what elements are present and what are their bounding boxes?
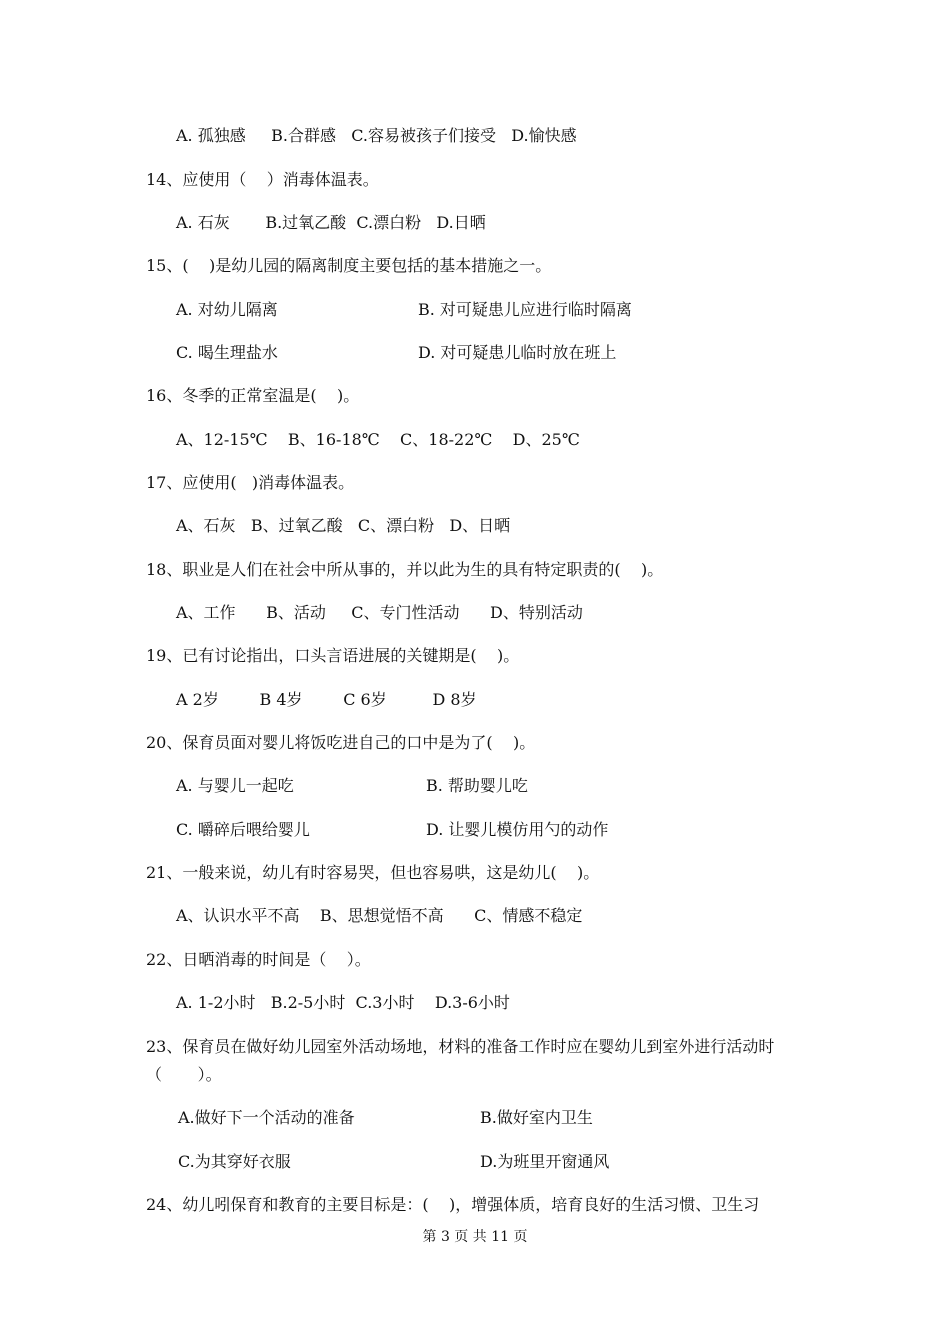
question-16-stem: 16、冬季的正常室温是( )。 [146, 386, 360, 405]
question-15-option-b: B. 对可疑患儿应进行临时隔离 [418, 300, 632, 319]
question-20-option-c: C. 嚼碎后喂给婴儿 [176, 820, 310, 839]
question-23-option-a: A.做好下一个活动的准备 [178, 1108, 355, 1127]
question-22-stem: 22、日晒消毒的时间是（ ）。 [146, 950, 371, 969]
question-20-option-b: B. 帮助婴儿吃 [426, 776, 528, 795]
question-21-options: A、认识水平不高 B、思想觉悟不高 C、情感不稳定 [176, 906, 583, 925]
question-20-stem: 20、保育员面对婴儿将饭吃进自己的口中是为了( )。 [146, 733, 536, 752]
question-18-stem: 18、职业是人们在社会中所从事的，并以此为生的具有特定职责的( )。 [146, 560, 664, 579]
question-20-option-a: A. 与婴儿一起吃 [176, 776, 294, 795]
question-16-options: A、12-15℃ B、16-18℃ C、18-22℃ D、25℃ [176, 430, 580, 449]
question-22-options: A. 1-2小时 B.2-5小时 C.3小时 D.3-6小时 [176, 993, 510, 1012]
question-21-stem: 21、一般来说，幼儿有时容易哭，但也容易哄，这是幼儿( )。 [146, 863, 600, 882]
question-15-option-d: D. 对可疑患儿临时放在班上 [418, 343, 617, 362]
question-24-stem: 24、幼儿吲保育和教育的主要目标是：( )，增强体质，培育良好的生活习惯、卫生习 [146, 1195, 760, 1214]
question-20-option-d: D. 让婴儿模仿用勺的动作 [426, 820, 609, 839]
question-23-stem: 23、保育员在做好幼儿园室外活动场地，材料的准备工作时应在婴幼儿到室外进行活动时 [146, 1037, 775, 1056]
question-23-option-d: D.为班里开窗通风 [480, 1152, 610, 1171]
question-19-stem: 19、已有讨论指出，口头言语进展的关键期是( )。 [146, 646, 520, 665]
page-footer: 第 3 页 共 11 页 [422, 1229, 528, 1245]
question-15-option-a: A. 对幼儿隔离 [176, 300, 278, 319]
question-23-option-b: B.做好室内卫生 [480, 1108, 593, 1127]
question-14-options: A. 石灰 B.过氧乙酸 C.漂白粉 D.日晒 [176, 213, 486, 232]
question-23-stem-cont: （ ）。 [146, 1065, 222, 1084]
question-14-stem: 14、应使用（ ）消毒体温表。 [146, 170, 379, 189]
question-15-stem: 15、( )是幼儿园的隔离制度主要包括的基本措施之一。 [146, 256, 552, 275]
question-23-option-c: C.为其穿好衣服 [178, 1152, 291, 1171]
question-13-options: A. 孤独感 B.合群感 C.容易被孩子们接受 D.愉快感 [176, 126, 577, 145]
question-15-option-c: C. 喝生理盐水 [176, 343, 278, 362]
question-17-options: A、石灰 B、过氧乙酸 C、漂白粉 D、日晒 [176, 516, 511, 535]
question-17-stem: 17、应使用( )消毒体温表。 [146, 473, 355, 492]
question-19-options: A 2岁 B 4岁 C 6岁 D 8岁 [176, 690, 477, 709]
question-18-options: A、工作 B、活动 C、专门性活动 D、特别活动 [176, 603, 583, 622]
